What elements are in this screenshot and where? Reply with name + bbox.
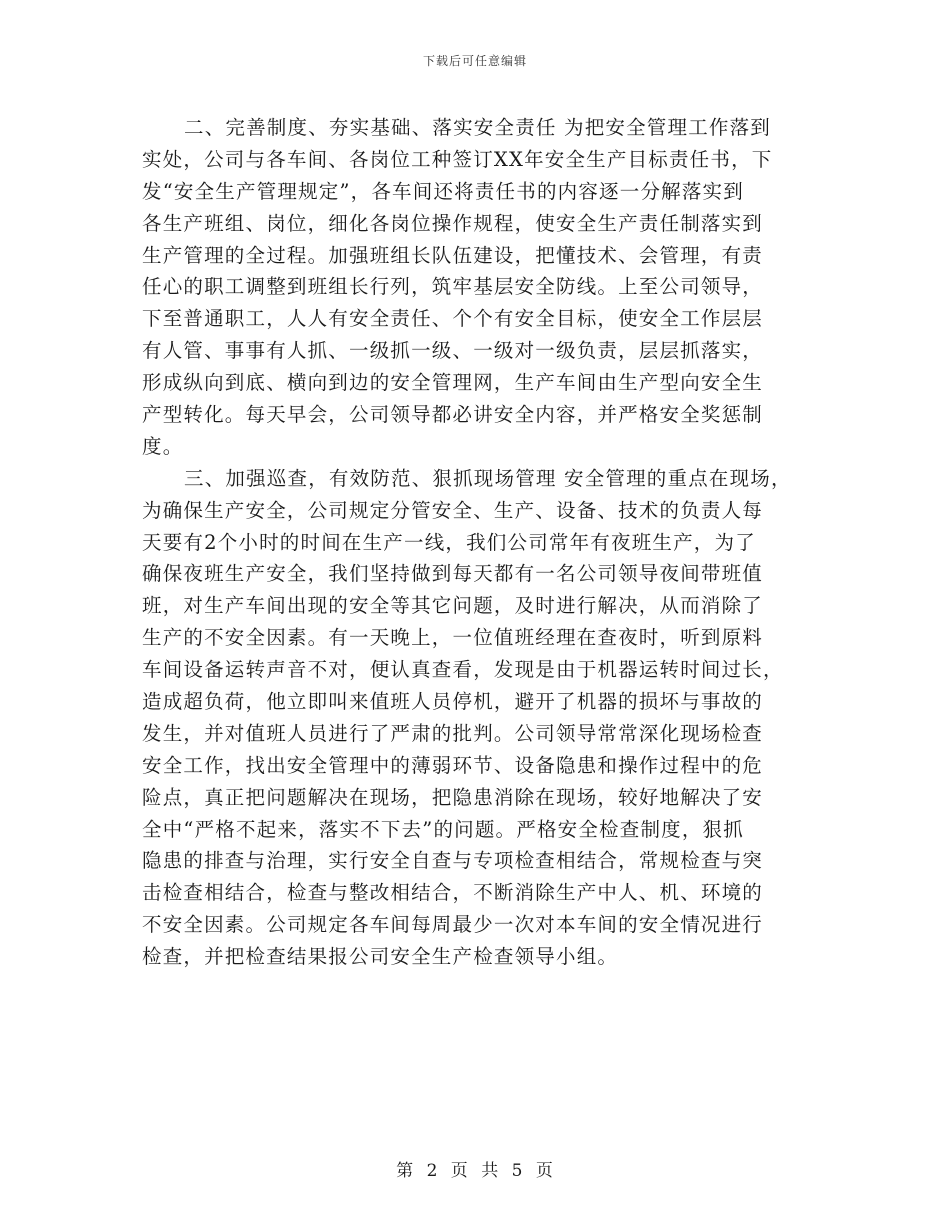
paragraph-1 xyxy=(142,112,822,463)
text-line: 班，对生产车间出现的安全等其它问题，及时进行解决，从而消除了 xyxy=(142,594,764,618)
text-line: 下至普通职工，人人有安全责任、个个有安全目标，使安全工作层层 xyxy=(142,307,764,331)
text-line: 生产管理的全过程。加强班组长队伍建设，把懂技术、会管理，有责 xyxy=(142,243,764,267)
text-line: 车间设备运转声音不对，便认真查看，发现是由于机器运转时间过长， xyxy=(142,658,784,682)
text-line: 三、加强巡查，有效防范、狠抓现场管理 安全管理的重点在现场， xyxy=(184,466,792,490)
text-line: 确保夜班生产安全，我们坚持做到每天都有一名公司领导夜间带班值 xyxy=(142,562,764,586)
text-line: 形成纵向到底、横向到边的安全管理网，生产车间由生产型向安全生 xyxy=(142,371,764,395)
text-line: 发生，并对值班人员进行了严肃的批判。公司领导常常深化现场检查 xyxy=(142,721,764,745)
document-body xyxy=(142,112,822,973)
text-line: 产型转化。每天早会，公司领导都必讲安全内容，并严格安全奖惩制 xyxy=(142,403,764,427)
text-line: 检查，并把检查结果报公司安全生产检查领导小组。 xyxy=(142,945,619,969)
text-line: 发“安全生产管理规定”，各车间还将责任书的内容逐一分解落实到 xyxy=(142,179,744,203)
text-line: 有人管、事事有人抓、一级抓一级、一级对一级负责，层层抓落实， xyxy=(142,339,764,363)
text-line: 为确保生产安全，公司规定分管安全、生产、设备、技术的负责人每 xyxy=(142,498,764,522)
page-number-footer: 第 2 页 共 5 页 xyxy=(396,1161,554,1181)
text-line: 各生产班组、岗位，细化各岗位操作规程，使安全生产责任制落实到 xyxy=(142,211,764,235)
text-line: 天要有2个小时的时间在生产一线，我们公司常年有夜班生产，为了 xyxy=(142,530,756,554)
text-line: 全中“严格不起来，落实不下去”的问题。严格安全检查制度，狠抓 xyxy=(142,817,744,841)
text-line: 度。 xyxy=(142,434,184,458)
text-line: 二、完善制度、夯实基础、落实安全责任 为把安全管理工作落到 xyxy=(184,116,771,139)
paragraph-2 xyxy=(142,463,822,973)
text-line: 生产的不安全因素。有一天晚上，一位值班经理在查夜时，听到原料 xyxy=(142,626,764,650)
text-line: 击检查相结合，检查与整改相结合，不断消除生产中人、机、环境的 xyxy=(142,881,764,905)
text-line: 险点，真正把问题解决在现场，把隐患消除在现场，较好地解决了安 xyxy=(142,785,764,809)
text-line: 隐患的排查与治理，实行安全自查与专项检查相结合，常规检查与突 xyxy=(142,849,764,873)
text-line: 安全工作，找出安全管理中的薄弱环节、设备隐患和操作过程中的危 xyxy=(142,753,764,777)
page-header: 下载后可任意编辑 xyxy=(422,54,527,68)
text-line: 实处，公司与各车间、各岗位工种签订XX年安全生产目标责任书，下 xyxy=(142,147,773,171)
text-line: 不安全因素。公司规定各车间每周最少一次对本车间的安全情况进行 xyxy=(142,913,764,937)
text-line: 造成超负荷，他立即叫来值班人员停机，避开了机器的损坏与事故的 xyxy=(142,690,764,714)
text-line: 任心的职工调整到班组长行列，筑牢基层安全防线。上至公司领导， xyxy=(142,275,764,299)
